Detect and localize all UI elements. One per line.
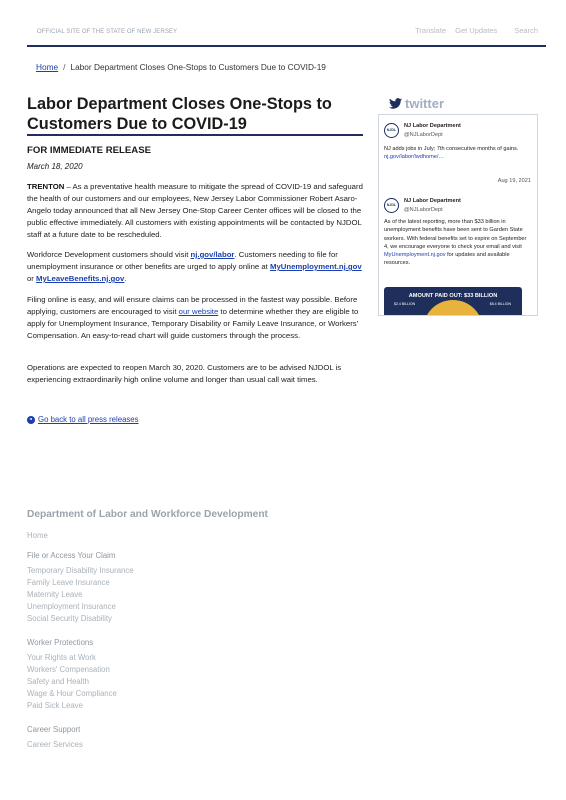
header-divider bbox=[27, 45, 546, 47]
article-paragraph-2 bbox=[27, 249, 367, 285]
tweet-text bbox=[384, 218, 530, 268]
footer-link-workers-comp[interactable]: Workers' Compensation bbox=[27, 665, 110, 674]
myunemployment-link[interactable]: MyUnemployment.nj.gov bbox=[269, 262, 362, 271]
footer-heading: Department of Labor and Workforce Development bbox=[27, 509, 268, 520]
tweet-link[interactable]: MyUnemployment.nj.gov bbox=[384, 252, 446, 259]
paragraph-text: – As a preventative health measure to mitigate the spread of COVID-19 and safeguard the health of our customers and our employees, New Jersey Labor Commissioner Robert Asaro-Angelo today announced that all New Jersey One-Stop Career Center offices will be closed to the public effective immediately. All customers with existing appointments will be contacted by NJDOL staff at a future date to be rescheduled. bbox=[27, 182, 363, 239]
coin-graphic bbox=[423, 300, 483, 316]
top-utility-links bbox=[415, 26, 538, 35]
tweet-image-left-label: $2.4 BILLION bbox=[394, 302, 416, 306]
page-title: Labor Department Closes One-Stops to Customers Due to COVID-19 bbox=[27, 95, 332, 133]
footer-section-title: File or Access Your Claim bbox=[27, 551, 116, 560]
footer-section-title: Career Support bbox=[27, 725, 81, 734]
article-paragraph-3 bbox=[27, 294, 367, 342]
paragraph-text: or bbox=[27, 274, 37, 283]
release-label: FOR IMMEDIATE RELEASE bbox=[27, 145, 152, 156]
footer-link-sick-leave[interactable]: Paid Sick Leave bbox=[27, 701, 83, 710]
nj-gov-labor-link[interactable]: nj.gov/labor bbox=[190, 250, 235, 259]
search-link[interactable]: Search bbox=[514, 26, 538, 35]
back-to-press-releases[interactable] bbox=[27, 415, 139, 424]
official-site-label: OFFICIAL SITE OF THE STATE OF NEW JERSEY bbox=[37, 29, 178, 35]
tweet-body: As of the latest reporting, more than $33 billion in unemployment benefits have been sent to Garden State workers. With federal benefits set to expire on September 4, we encourage everyone to check your email and visit bbox=[384, 219, 527, 250]
twitter-heading bbox=[389, 96, 444, 111]
tweet-author-handle[interactable]: @NJLaborDept bbox=[404, 132, 443, 138]
article-paragraph-4: Operations are expected to reopen March 30, 2020. Customers are to be advised NJDOL is experiencing extraordinarily high online volume and longer than usual call wait times. bbox=[27, 363, 342, 384]
tweet-author-handle[interactable]: @NJLaborDept bbox=[404, 207, 443, 213]
twitter-timeline[interactable] bbox=[378, 114, 538, 316]
paragraph-text: to determine whether they are eligible to apply for Unemployment Insurance, Temporary Disability or Family Leave Insurance, or Workers’ Compensation. An easy-to-read chart will guide customers through the process. bbox=[27, 307, 359, 340]
back-link-label[interactable]: Go back to all press releases bbox=[38, 415, 139, 424]
tweet-author-name[interactable]: NJ Labor Department bbox=[404, 123, 461, 129]
tweet-date[interactable]: Aug 19, 2021 bbox=[497, 178, 531, 184]
footer-link-tdi[interactable]: Temporary Disability Insurance bbox=[27, 566, 134, 575]
tweet-image[interactable] bbox=[384, 287, 522, 316]
tweet-body: NJ adds jobs in July; 7th consecutive months of gains. bbox=[384, 146, 519, 152]
footer-link-wage-hour[interactable]: Wage & Hour Compliance bbox=[27, 689, 117, 698]
article-paragraph-1 bbox=[27, 181, 367, 241]
njdol-avatar[interactable]: NJDL bbox=[384, 123, 399, 138]
footer-home-link[interactable]: Home bbox=[27, 531, 48, 540]
tweet-link[interactable]: nj.gov/labor/lwdhome/… bbox=[384, 154, 445, 161]
footer-link-career-services[interactable]: Career Services bbox=[27, 740, 83, 749]
breadcrumb-current: Labor Department Closes One-Stops to Customers Due to COVID-19 bbox=[70, 62, 326, 72]
tweet-body: for updates and available resources. bbox=[384, 252, 510, 267]
njdol-avatar[interactable]: NJDL bbox=[384, 198, 399, 213]
breadcrumb-separator: / bbox=[63, 62, 66, 72]
arrow-left-circle-icon bbox=[27, 416, 35, 424]
translate-link[interactable]: Translate bbox=[415, 26, 447, 35]
footer-section-title: Worker Protections bbox=[27, 638, 94, 647]
twitter-bird-icon bbox=[389, 98, 402, 109]
breadcrumb bbox=[36, 62, 326, 72]
tweet-author-name[interactable]: NJ Labor Department bbox=[404, 198, 461, 204]
tweet-text bbox=[384, 145, 530, 162]
footer-link-safety[interactable]: Safety and Health bbox=[27, 677, 89, 686]
breadcrumb-home-link[interactable]: Home bbox=[36, 62, 59, 72]
footer-link-maternity[interactable]: Maternity Leave bbox=[27, 590, 83, 599]
paragraph-text: . bbox=[124, 274, 127, 283]
release-date: March 18, 2020 bbox=[27, 162, 83, 171]
footer-link-ui[interactable]: Unemployment Insurance bbox=[27, 602, 116, 611]
tweet-image-right-label: $8.4 BILLION bbox=[489, 302, 511, 306]
paragraph-text: Workforce Development customers should visit bbox=[27, 250, 191, 259]
footer-link-ssd[interactable]: Social Security Disability bbox=[27, 614, 112, 623]
tweet-image-amount: AMOUNT PAID OUT: $33 BILLION bbox=[408, 293, 498, 299]
dateline: TRENTON bbox=[27, 182, 65, 191]
title-divider bbox=[27, 134, 363, 136]
paragraph-text: . Customers needing to file for unemployment insurance or other benefits are urged to apply online at bbox=[27, 250, 338, 271]
our-website-link[interactable]: our website bbox=[178, 307, 219, 316]
paragraph-text: Filing online is easy, and will ensure claims can be processed in the fastest way possible. Before applying, customers are encouraged to visit bbox=[27, 295, 358, 316]
footer-link-rights[interactable]: Your Rights at Work bbox=[27, 653, 96, 662]
footer-link-fli[interactable]: Family Leave Insurance bbox=[27, 578, 110, 587]
myleavebenefits-link[interactable]: MyLeaveBenefits.nj.gov bbox=[36, 274, 125, 283]
get-updates-link[interactable]: Get Updates bbox=[455, 26, 498, 35]
twitter-heading-label: twitter bbox=[405, 96, 444, 111]
